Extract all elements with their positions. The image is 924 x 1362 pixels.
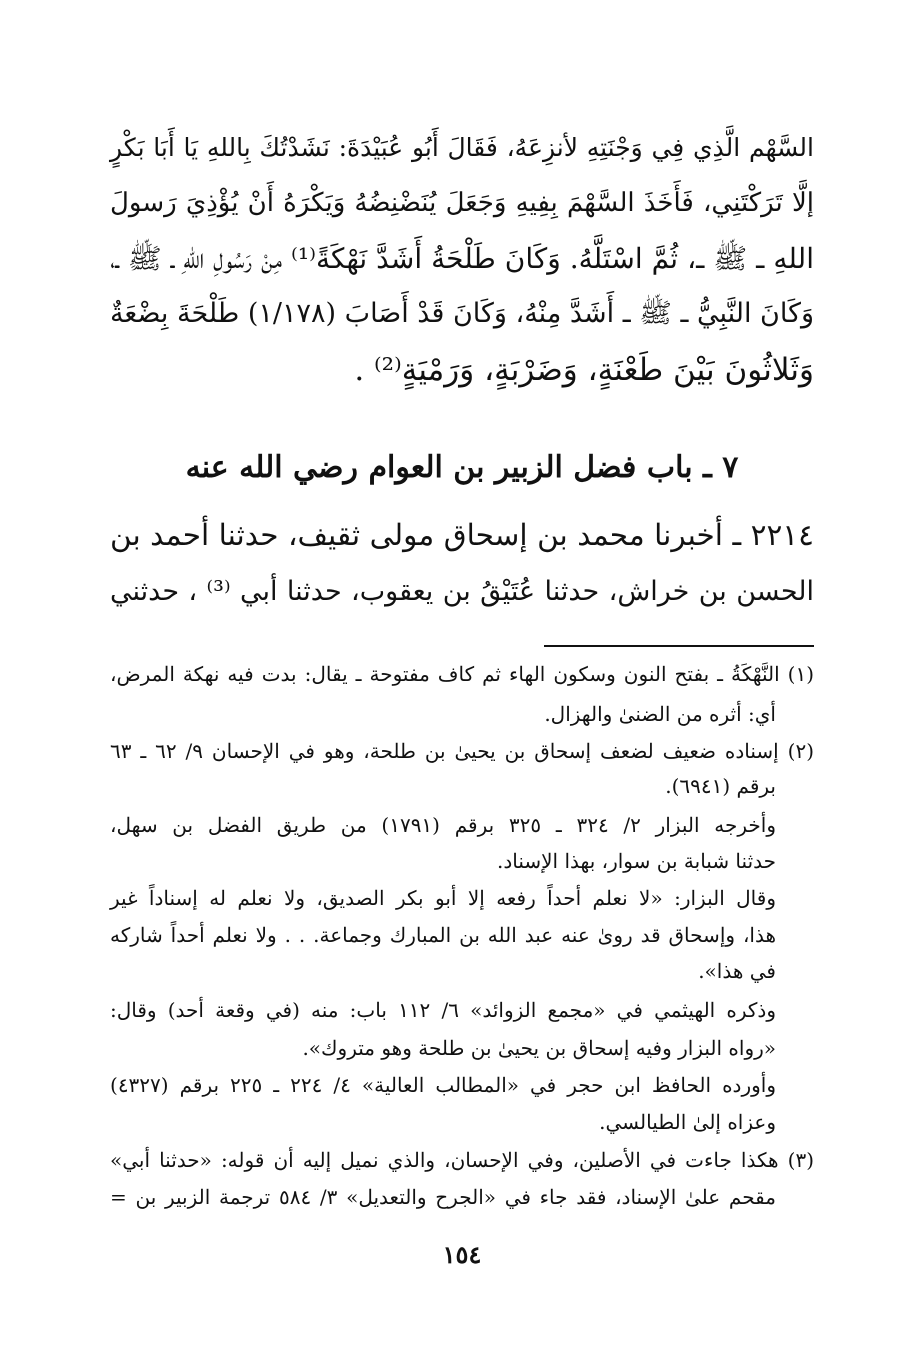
footnote-line: «رواه البزار وفيه إسحاق بن يحيىٰ بن طلحة وهو متروك».	[302, 1036, 776, 1060]
footnote-line: أي: أثره من الضنىٰ والهزال.	[544, 702, 776, 726]
footnote-line: وقال البزار: «لا نعلم أحداً رفعه إلا أبو بكر الصديق، ولا نعلم له إسناداً غير	[110, 886, 776, 910]
footnote-line: (٣) هكذا جاءت في الأصلين، وفي الإحسان، والذي نميل إليه أن قوله: «حدثنا أبي»	[110, 1148, 814, 1172]
main-text-line: وَثَلاثُونَ بَيْنَ طَعْنَةٍ، وَضَرْبَةٍ، وَرَمْيَةٍ⁽²⁾ .	[354, 352, 814, 388]
footnote-separator	[544, 645, 814, 647]
page-number: ١٥٤	[442, 1240, 482, 1269]
footnote-line: برقم (٦٩٤١).	[665, 774, 776, 798]
footnote-line: وذكره الهيثمي في «مجمع الزوائد» ٦/ ١١٢ باب: منه (في وقعة أحد) وقال:	[110, 998, 776, 1022]
footnote-line: هذا، وإسحاق قد روىٰ عنه عبد الله بن المبارك وجماعة. . . ولا نعلم أحداً شاركه	[110, 923, 776, 947]
main-text-line: إلَّا تَرَكْتَنِي، فَأَخَذَ السَّهْمَ بِفِيهِ وَجَعَلَ يُنَضْنِضُهُ وَيَكْرَهُ أَنْ يُؤْذِيَ رَسولَ	[110, 188, 814, 218]
footnote-line: مقحم علىٰ الإسناد، فقد جاء في «الجرح والتعديل» ٣/ ٥٨٤ ترجمة الزبير بن =	[110, 1185, 776, 1209]
footnote-line: وعزاه إلىٰ الطيالسي.	[599, 1110, 776, 1134]
footnote-line: في هذا».	[698, 959, 776, 983]
footnote-line: حدثنا شبابة بن سوار، بهذا الإسناد.	[496, 849, 776, 873]
footnote-line: (٢) إسناده ضعيف لضعف إسحاق بن يحيىٰ بن طلحة، وهو في الإحسان ٩/ ٦٢ ـ ٦٣	[110, 739, 814, 763]
main-text-line: اللهِ ـ ﷺ ـ، ثُمَّ اسْتَلَّهُ. وَكَانَ طَلْحَةُ أَشَدَّ نَهْكَةً⁽¹⁾ مِنْ رَسُولِ اللهِ ـ ﷺ ـ،	[110, 242, 814, 275]
hadith-text-line: ٢٢١٤ ـ أخبرنا محمد بن إسحاق مولى ثقيف، حدثنا أحمد بن	[110, 518, 814, 552]
main-text-line: وَكَانَ النَّبِيُّ ـ ﷺ ـ أَشَدَّ مِنْهُ، وَكَانَ قَدْ أَصَابَ (١/١٧٨) طَلْحَةَ بِضْعَةٌ	[109, 298, 814, 329]
hadith-text-line: الحسن بن خراش، حدثنا عُتَيْقُ بن يعقوب، حدثنا أبي ⁽³⁾ ، حدثني	[110, 576, 815, 607]
footnote-line: (١) النَّهْكَةُ ـ بفتح النون وسكون الهاء ثم كاف مفتوحة ـ يقال: بدت فيه نهكة المرض،	[110, 662, 814, 686]
main-text-line: السَّهْم الَّذِي فِي وَجْنَتِهِ لأنزِعَهُ، فَقَالَ أَبُو عُبَيْدَةَ: نَشَدْتُكَ بِاللهِ يَا أَبَا بَكْرٍ	[110, 133, 814, 162]
footnote-line: وأخرجه البزار ٢/ ٣٢٤ ـ ٣٢٥ برقم (١٧٩١) من طريق الفضل بن سهل،	[110, 813, 776, 837]
chapter-heading: ٧ ـ باب فضل الزبير بن العوام رضي الله عنه	[185, 450, 739, 485]
footnote-line: وأورده الحافظ ابن حجر في «المطالب العالية» ٤/ ٢٢٤ ـ ٢٢٥ برقم (٤٣٢٧)	[110, 1073, 776, 1097]
